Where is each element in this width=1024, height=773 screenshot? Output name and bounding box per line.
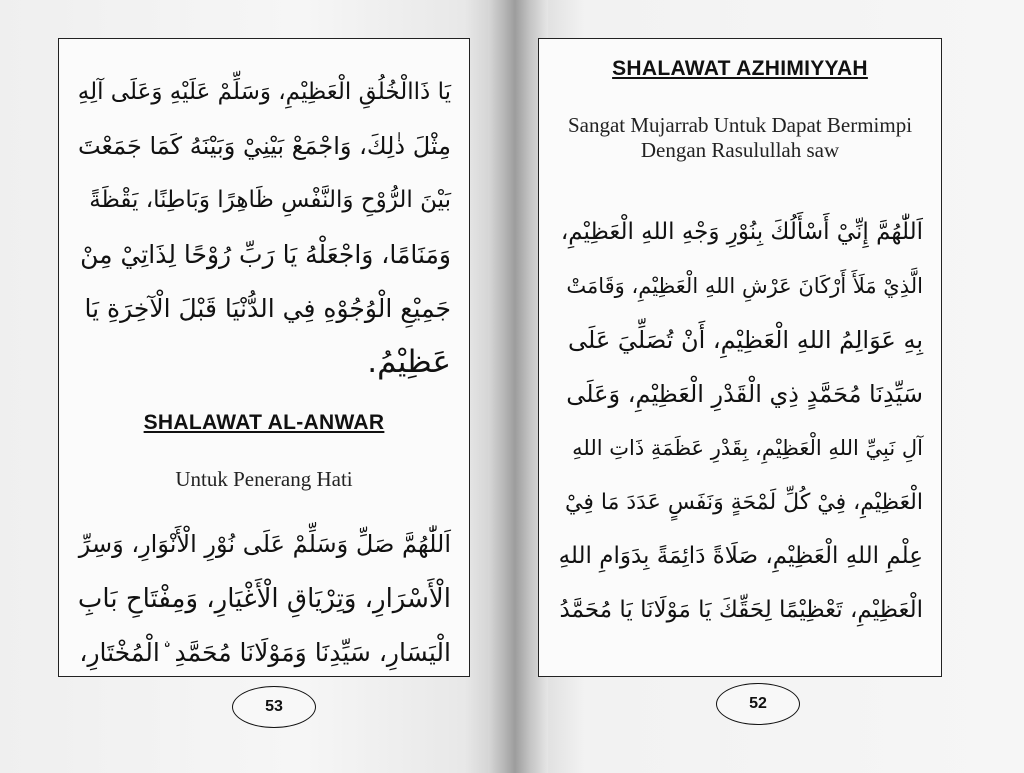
arabic-line: مِثْلَ ذٰلِكَ، وَاجْمَعْ بَيْنِيْ وَبَيْنَهُ كَمَا جَمَعْتَ	[77, 132, 451, 160]
section-title: SHALAWAT AL-ANWAR	[143, 411, 385, 434]
page-number: 52	[749, 695, 767, 712]
arabic-line: الْيَسَارِ، سَيِّدِنَا وَمَوْلَانَا مُحَمَّدِ ۨالْمُخْتَارِ،	[79, 638, 451, 667]
arabic-line: وَمَنَامًا، وَاجْعَلْهُ يَا رَبِّ رُوْحًا لِذَاتِيْ مِنْ	[80, 240, 451, 269]
arabic-line: سَيِّدِنَا مُحَمَّدٍ ذِي الْقَدْرِ الْعَظِيْمِ، وَعَلَى	[566, 380, 923, 408]
arabic-line: اَللّٰهُمَّ إِنِّيْ أَسْأَلُكَ بِنُوْرِ وَجْهِ اللهِ الْعَظِيْمِ،	[560, 219, 923, 245]
section-subtitle: Sangat Mujarrab Untuk Dapat Bermimpi	[567, 113, 913, 137]
left-page-frame	[58, 38, 470, 677]
arabic-line: عَظِيْمُ.	[367, 344, 451, 380]
page-number: 53	[265, 698, 283, 715]
section-subtitle: Untuk Penerang Hati	[175, 467, 353, 491]
arabic-line: جَمِيْعِ الْوُجُوْهِ فِي الدُّنْيَا قَبْلَ الْآخِرَةِ يَا	[84, 294, 451, 323]
arabic-line: الْأَسْرَارِ، وَتِرْيَاقِ الْأَغْيَارِ، وَمِفْتَاحِ بَابِ	[77, 584, 451, 614]
arabic-line: الْعَظِيْمِ، تَعْظِيْمًا لِحَقِّكَ يَا مَوْلَانَا يَا مُحَمَّدُ	[559, 597, 923, 623]
section-subtitle: Dengan Rasulullah saw	[640, 138, 840, 162]
arabic-line: بَيْنَ الرُّوْحِ وَالنَّفْسِ ظَاهِرًا وَبَاطِنًا، يَقْظَةً	[89, 187, 451, 213]
arabic-line: بِهِ عَوَالِمُ اللهِ الْعَظِيْمِ، أَنْ تُصَلِّيَ عَلَى	[568, 326, 923, 354]
right-page-frame	[538, 38, 942, 677]
arabic-line: الْعَظِيْمِ، فِيْ كُلِّ لَمْحَةٍ وَنَفَسٍ عَدَدَ مَا فِيْ	[565, 490, 923, 515]
arabic-line: يَا ذَاالْخُلُقِ الْعَظِيْمِ، وَسَلِّمْ عَلَيْهِ وَعَلَى آلِهِ	[77, 79, 451, 105]
page-number-badge	[716, 683, 800, 725]
arabic-line: الَّذِيْ مَلَأَ أَرْكَانَ عَرْشِ اللهِ الْعَظِيْمِ، وَقَامَتْ	[566, 274, 923, 298]
arabic-line: اَللّٰهُمَّ صَلِّ وَسَلِّمْ عَلَى نُوْرِ الْأَنْوَارِ، وَسِرِّ	[78, 530, 451, 558]
arabic-line: عِلْمِ اللهِ الْعَظِيْمِ، صَلَاةً دَائِمَةً بِدَوَامِ اللهِ	[558, 543, 923, 569]
section-title: SHALAWAT AZHIMIYYAH	[612, 57, 868, 80]
arabic-line: آلِ نَبِيِّ اللهِ الْعَظِيْمِ، بِقَدْرِ عَظَمَةِ ذَاتِ اللهِ	[572, 436, 923, 460]
page-number-badge	[232, 686, 316, 728]
